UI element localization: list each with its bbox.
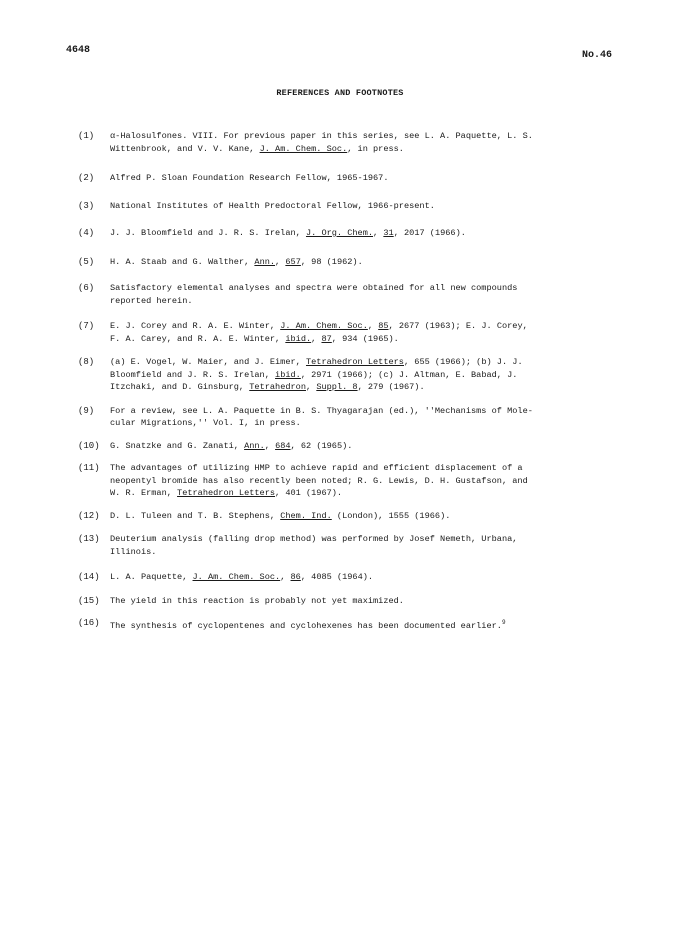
- citation-text: Itzchaki, and D. Ginsburg,: [110, 382, 250, 392]
- reference-line: [110, 200, 598, 213]
- reference-number: (16): [78, 618, 100, 628]
- citation-text: , 2677 (1963); E. J. Corey,: [388, 321, 528, 331]
- reference-text: [110, 462, 598, 500]
- citation-text: , in press.: [347, 143, 404, 154]
- citation-text: ,: [275, 256, 286, 267]
- reference-line: [110, 333, 598, 346]
- reference-text: [110, 617, 598, 632]
- reference-line: [110, 381, 598, 394]
- citation-text: , 401 (1967).: [275, 488, 343, 498]
- citation-text: F. A. Carey, and R. A. E. Winter,: [110, 333, 286, 344]
- citation-underlined: Ann.: [254, 256, 276, 267]
- citation-text: Bloomfield and J. R. S. Irelan,: [110, 369, 276, 380]
- reference-text: [110, 130, 598, 155]
- reference-text: [110, 533, 598, 558]
- citation-text: ,: [373, 228, 384, 238]
- citation-underlined: 87: [321, 333, 332, 344]
- references-list: [78, 120, 598, 632]
- reference-line: [110, 510, 598, 523]
- reference-line: [110, 475, 598, 488]
- reference-number: (5): [78, 256, 95, 267]
- reference-text: [110, 320, 598, 345]
- citation-text: For a review, see L. A. Paquette in B. S. Thyagarajan (ed.), ''Mechanisms of Mole-: [110, 405, 533, 416]
- reference-line: [110, 617, 598, 632]
- citation-underlined: J. Am. Chem. Soc.: [259, 143, 348, 154]
- citation-text: , 98 (1962).: [300, 256, 363, 267]
- citation-text: , 2971 (1966); (c) J. Altman, E. Babad, J.: [300, 369, 518, 380]
- citation-text: W. R. Erman,: [110, 488, 178, 498]
- reference-item: [78, 462, 598, 500]
- reference-text: [110, 510, 598, 523]
- reference-text: [110, 256, 598, 269]
- reference-text: [110, 440, 598, 453]
- reference-line: [110, 417, 598, 430]
- reference-number: (10): [78, 440, 100, 451]
- citation-text: National Institutes of Health Predoctoral Fellow, 1966-present.: [110, 200, 435, 211]
- footnote-superscript: 9: [501, 619, 506, 626]
- citation-underlined: Tetrahedron Letters: [177, 488, 276, 498]
- reference-item: [78, 256, 598, 269]
- citation-text: ,: [264, 440, 276, 451]
- citation-underlined: Ann.: [244, 440, 265, 451]
- citation-text: Wittenbrook, and V. V. Kane,: [110, 143, 260, 154]
- reference-item: [78, 440, 598, 453]
- citation-text: α-Halosulfones. VIII. For previous paper in this series, see L. A. Paquette, L. S.: [110, 131, 533, 141]
- reference-number: (12): [78, 510, 100, 521]
- citation-text: H. A. Staab and G. Walther,: [110, 256, 255, 267]
- reference-text: [110, 595, 598, 608]
- reference-line: [110, 405, 598, 418]
- reference-text: [110, 227, 598, 240]
- citation-underlined: 85: [378, 321, 389, 331]
- reference-line: [110, 256, 598, 269]
- citation-underlined: J. Am. Chem. Soc.: [192, 572, 281, 582]
- citation-text: The yield in this reaction is probably not yet maximized.: [110, 595, 404, 606]
- reference-text: [110, 405, 598, 430]
- reference-line: [110, 295, 598, 308]
- reference-item: [78, 320, 598, 345]
- issue-number: No.46: [581, 50, 612, 61]
- reference-item: [78, 356, 598, 394]
- citation-underlined: ibid.: [275, 369, 301, 380]
- reference-line: [110, 440, 598, 453]
- reference-line: [110, 595, 598, 608]
- citation-underlined: 31: [383, 228, 394, 238]
- reference-item: [78, 617, 598, 632]
- citation-text: ,: [280, 572, 291, 582]
- citation-text: ,: [367, 321, 379, 331]
- reference-number: (14): [78, 572, 100, 582]
- reference-text: [110, 356, 598, 394]
- citation-underlined: J. Org. Chem.: [305, 228, 374, 238]
- citation-text: , 2017 (1966).: [393, 228, 466, 238]
- reference-item: [78, 130, 598, 155]
- citation-text: ,: [311, 333, 322, 344]
- references-heading: REFERENCES AND FOOTNOTES: [276, 88, 404, 98]
- reference-number: (8): [78, 357, 95, 367]
- reference-item: [78, 405, 598, 430]
- reference-item: [78, 172, 598, 185]
- reference-line: [110, 546, 598, 559]
- citation-text: Illinois.: [110, 546, 157, 557]
- reference-item: [78, 510, 598, 523]
- reference-number: (9): [78, 405, 95, 416]
- citation-underlined: J. Am. Chem. Soc.: [280, 321, 368, 331]
- citation-underlined: 684: [275, 440, 291, 451]
- citation-text: J. J. Bloomfield and J. R. S. Irelan,: [110, 228, 306, 238]
- citation-underlined: Suppl. 8: [316, 382, 358, 392]
- reference-item: [78, 533, 598, 558]
- reference-line: [110, 143, 598, 156]
- citation-underlined: 657: [285, 256, 301, 267]
- citation-text: G. Snatzke and G. Zanati,: [110, 440, 245, 451]
- reference-number: (15): [78, 595, 100, 606]
- citation-text: , 934 (1965).: [331, 333, 399, 344]
- reference-number: (6): [78, 283, 95, 293]
- reference-number: (3): [78, 200, 95, 211]
- reference-item: [78, 571, 598, 584]
- citation-text: , 4085 (1964).: [300, 572, 374, 582]
- reference-line: [110, 282, 598, 295]
- citation-text: Deuterium analysis (falling drop method) was performed by Josef Nemeth, Urbana,: [110, 534, 518, 544]
- reference-text: [110, 282, 598, 307]
- reference-number: (13): [78, 534, 100, 544]
- citation-text: neopentyl bromide has also recently been noted; R. G. Lewis, D. H. Gustafson, and: [110, 475, 528, 486]
- citation-text: Satisfactory elemental analyses and spectra were obtained for all new compounds: [110, 283, 518, 293]
- citation-text: The synthesis of cyclopentenes and cyclohexenes has been documented earlier.: [110, 620, 502, 631]
- reference-line: [110, 571, 598, 584]
- reference-line: [110, 172, 598, 185]
- citation-underlined: ibid.: [285, 333, 312, 344]
- reference-line: [110, 462, 598, 475]
- reference-number: (11): [78, 463, 100, 473]
- page-number: 4648: [66, 45, 91, 56]
- reference-number: (2): [78, 173, 95, 183]
- reference-line: [110, 356, 598, 369]
- citation-text: (London), 1555 (1966).: [331, 510, 451, 521]
- citation-text: Alfred P. Sloan Foundation Research Fellow, 1965-1967.: [110, 173, 389, 183]
- citation-text: The advantages of utilizing HMP to achieve rapid and efficient displacement of a: [110, 463, 523, 473]
- reference-text: [110, 200, 598, 213]
- citation-text: , 279 (1967).: [357, 382, 425, 392]
- citation-underlined: Tetrahedron: [249, 382, 306, 392]
- reference-item: [78, 227, 598, 240]
- reference-number: (1): [78, 131, 95, 141]
- reference-line: [110, 487, 598, 500]
- reference-item: [78, 282, 598, 307]
- citation-text: L. A. Paquette,: [110, 572, 193, 582]
- reference-number: (4): [78, 228, 95, 238]
- reference-text: [110, 571, 598, 584]
- reference-line: [110, 130, 598, 143]
- reference-line: [110, 320, 598, 333]
- reference-line: [110, 369, 598, 382]
- citation-text: cular Migrations,'' Vol. I, in press.: [110, 418, 301, 428]
- citation-text: D. L. Tuleen and T. B. Stephens,: [110, 510, 281, 521]
- citation-text: , 62 (1965).: [290, 440, 353, 451]
- reference-item: [78, 595, 598, 608]
- reference-item: [78, 200, 598, 213]
- citation-underlined: Chem. Ind.: [280, 510, 332, 521]
- reference-text: [110, 172, 598, 185]
- reference-line: [110, 227, 598, 240]
- citation-underlined: 86: [290, 572, 301, 582]
- citation-text: , 655 (1966); (b) J. J.: [403, 357, 523, 367]
- citation-underlined: Tetrahedron Letters: [305, 357, 404, 367]
- reference-line: [110, 533, 598, 546]
- reference-number: (7): [78, 321, 95, 331]
- citation-text: (a) E. Vogel, W. Maier, and J. Eimer,: [110, 357, 306, 367]
- citation-text: ,: [305, 382, 317, 392]
- citation-text: reported herein.: [110, 295, 193, 306]
- citation-text: E. J. Corey and R. A. E. Winter,: [110, 321, 281, 331]
